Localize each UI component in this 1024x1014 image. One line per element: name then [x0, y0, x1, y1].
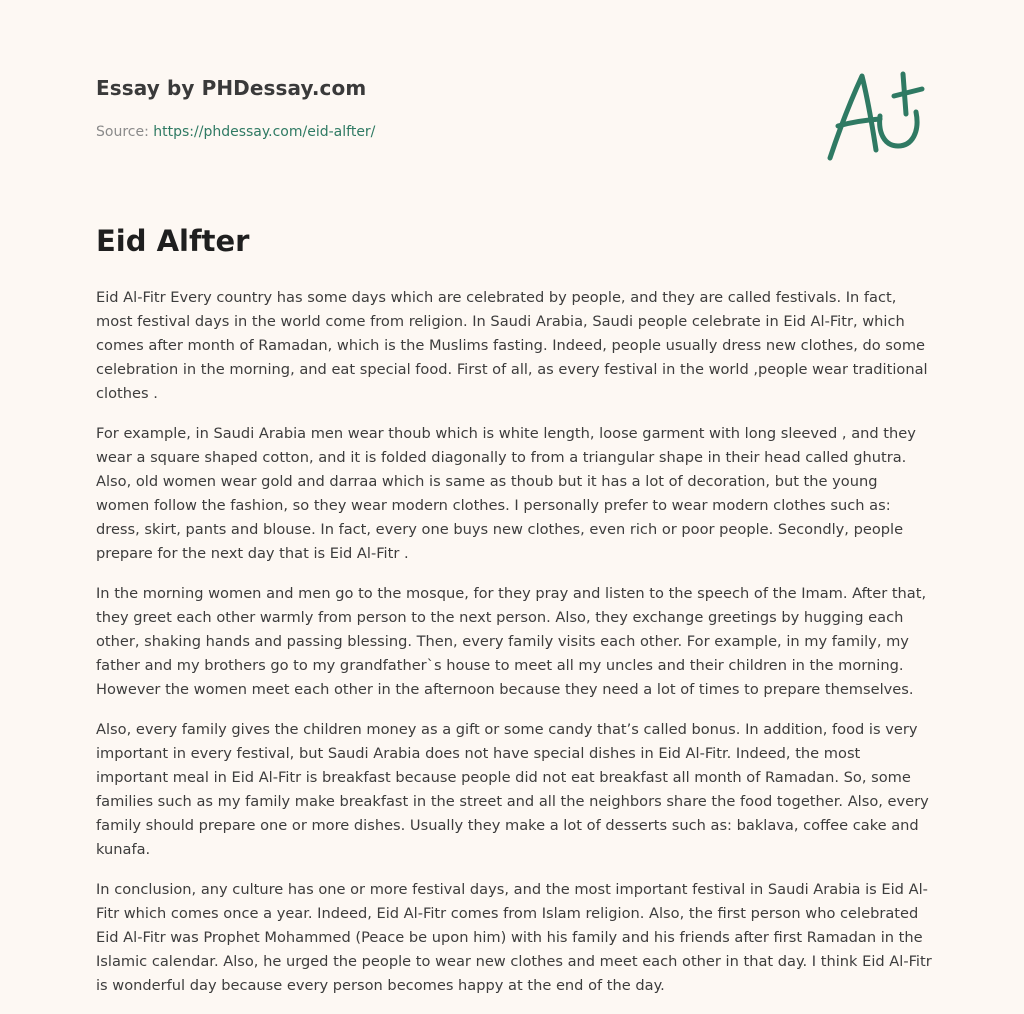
essay-paragraph: For example, in Saudi Arabia men wear thoub which is white length, loose garment with long sleeved , and they wear a square shaped cotton, and it is folded diagonally to from a triangular shape in their head called ghutra. Also, old women wear gold and darraa which is same as thoub but it has a lot of decoration, but the young women follow the fashion, so they wear modern clothes. I personally prefer to wear modern clothes such as: dress, skirt, pants and blouse. In fact, every one buys new clothes, even rich or poor people. Secondly, people prepare for the next day that is Eid Al-Fitr .: [96, 425, 916, 562]
source-line: [96, 124, 375, 140]
essay-title: Eid Alfter: [96, 224, 250, 258]
essay-paragraph: In the morning women and men go to the mosque, for they pray and listen to the speech of the Imam. After that, they greet each other warmly from person to the next person. Also, they exchange greetings by hugging each other, shaking hands and passing blessing. Then, every family visits each other. For example, in my family, my father and my brothers go to my grandfather`s house to meet all my uncles and their children in the morning. However the women meet each other in the afternoon because they need a lot of times to prepare themselves.: [96, 585, 927, 698]
source-link[interactable]: https://phdessay.com/eid-alfter/: [153, 124, 376, 140]
essay-paragraph: Eid Al-Fitr Every country has some days which are celebrated by people, and they are called festivals. In fact, most festival days in the world come from religion. In Saudi Arabia, Saudi people celebrate in Eid Al-Fitr, which comes after month of Ramadan, which is the Muslims fasting. Indeed, people usually dress new clothes, do some celebration in the morning, and eat special food. First of all, as every festival in the world ,people wear traditional clothes .: [96, 289, 928, 402]
essay-body: [96, 286, 932, 1014]
a-plus-grade-icon: [818, 66, 930, 166]
essay-paragraph: In conclusion, any culture has one or more festival days, and the most important festival in Saudi Arabia is Eid Al-Fitr which comes once a year. Indeed, Eid Al-Fitr comes from Islam religion. Also, the first person who celebrated Eid Al-Fitr was Prophet Mohammed (Peace be upon him) with his family and his friends after first Ramadan in the Islamic calendar. Also, he urged the people to wear new clothes and meet each other in that day. I think Eid Al-Fitr is wonderful day because every person becomes happy at the end of the day.: [96, 881, 932, 994]
essay-paragraph: Also, every family gives the children money as a gift or some candy that’s called bonus. In addition, food is very important in every festival, but Saudi Arabia does not have special dishes in Eid Al-Fitr. Indeed, the most important meal in Eid Al-Fitr is breakfast because people did not eat breakfast all month of Ramadan. So, some families such as my family make breakfast in the street and all the neighbors share the food together. Also, every family should prepare one or more dishes. Usually they make a lot of desserts such as: baklava, coffee cake and kunafa.: [96, 721, 929, 858]
source-label: Source:: [96, 124, 149, 140]
site-title: Essay by PHDessay.com: [96, 76, 367, 100]
